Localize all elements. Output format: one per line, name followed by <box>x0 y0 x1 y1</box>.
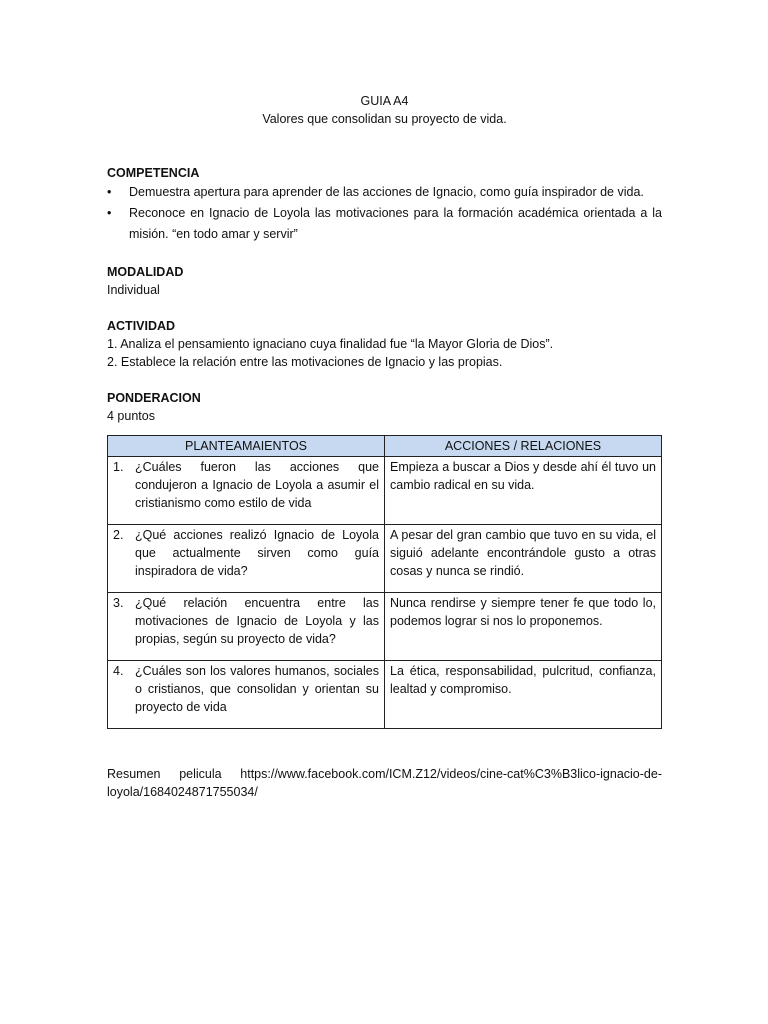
header-acciones-relaciones: ACCIONES / RELACIONES <box>385 436 662 457</box>
resumen-link-text: Resumen pelicula https://www.facebook.com/ICM.Z12/videos/cine-cat%C3%B3lico-ignacio-de-loyola/1684024871755034/ <box>107 767 662 799</box>
actividad-section <box>107 317 662 371</box>
competencia-heading: COMPETENCIA <box>107 166 200 180</box>
question-text: ¿Cuáles fueron las acciones que condujeron a Ignacio de Loyola a asumir el cristianismo como estilo de vida <box>135 460 379 510</box>
doc-title: GUIA A4 <box>360 94 409 108</box>
question-number: 1. <box>113 460 124 474</box>
question-cell <box>108 457 385 525</box>
header-planteamientos: PLANTEAMAIENTOS <box>108 436 385 457</box>
document-content <box>107 92 662 801</box>
modalidad-heading: MODALIDAD <box>107 265 184 279</box>
competencia-list <box>107 182 662 245</box>
doc-subtitle: Valores que consolidan su proyecto de vida. <box>262 112 507 126</box>
competencia-section <box>107 164 662 245</box>
answer-text: Empieza a buscar a Dios y desde ahí él tuvo un cambio radical en su vida. <box>390 460 656 492</box>
question-number: 3. <box>113 596 124 610</box>
answer-cell <box>385 661 662 729</box>
question-text: ¿Cuáles son los valores humanos, sociales o cristianos, que consolidan y orientan su proyecto de vida <box>135 664 379 714</box>
answer-cell <box>385 525 662 593</box>
table-header-row <box>108 436 662 457</box>
answer-cell <box>385 457 662 525</box>
table-row <box>108 525 662 593</box>
actividad-item: 1. Analiza el pensamiento ignaciano cuya finalidad fue “la Mayor Gloria de Dios”. <box>107 337 554 351</box>
question-cell <box>108 661 385 729</box>
competencia-bullet: • Demuestra apertura para aprender de las acciones de Ignacio, como guía inspirador de vida. <box>107 182 662 203</box>
ponderacion-value: 4 puntos <box>107 409 155 423</box>
competencia-bullet: • Reconoce en Ignacio de Loyola las motivaciones para la formación académica orientada a la misión. “en todo amar y servir” <box>107 203 662 245</box>
answer-cell <box>385 593 662 661</box>
answer-text: La ética, responsabilidad, pulcritud, confianza, lealtad y compromiso. <box>390 664 656 696</box>
modalidad-value: Individual <box>107 283 160 297</box>
title-block <box>107 92 662 128</box>
question-cell <box>108 525 385 593</box>
answer-text: Nunca rendirse y siempre tener fe que todo lo, podemos lograr si nos lo proponemos. <box>390 596 656 628</box>
table-row <box>108 593 662 661</box>
question-text: ¿Qué acciones realizó Ignacio de Loyola que actualmente sirven como guía inspiradora de vida? <box>135 528 379 578</box>
actividad-item: 2. Establece la relación entre las motivaciones de Ignacio y las propias. <box>107 355 503 369</box>
question-cell <box>108 593 385 661</box>
answer-text: A pesar del gran cambio que tuvo en su vida, el siguió adelante encontrándole gusto a otras cosas y nunca se rindió. <box>390 528 656 578</box>
questions-table <box>107 435 662 729</box>
actividad-heading: ACTIVIDAD <box>107 319 176 333</box>
question-number: 4. <box>113 664 124 678</box>
modalidad-section <box>107 263 662 299</box>
ponderacion-heading: PONDERACION <box>107 391 201 405</box>
table-row <box>108 457 662 525</box>
question-text: ¿Qué relación encuentra entre las motivaciones de Ignacio de Loyola y las propias, según su proyecto de vida? <box>135 596 379 646</box>
question-number: 2. <box>113 528 124 542</box>
ponderacion-section <box>107 389 662 425</box>
table-row <box>108 661 662 729</box>
